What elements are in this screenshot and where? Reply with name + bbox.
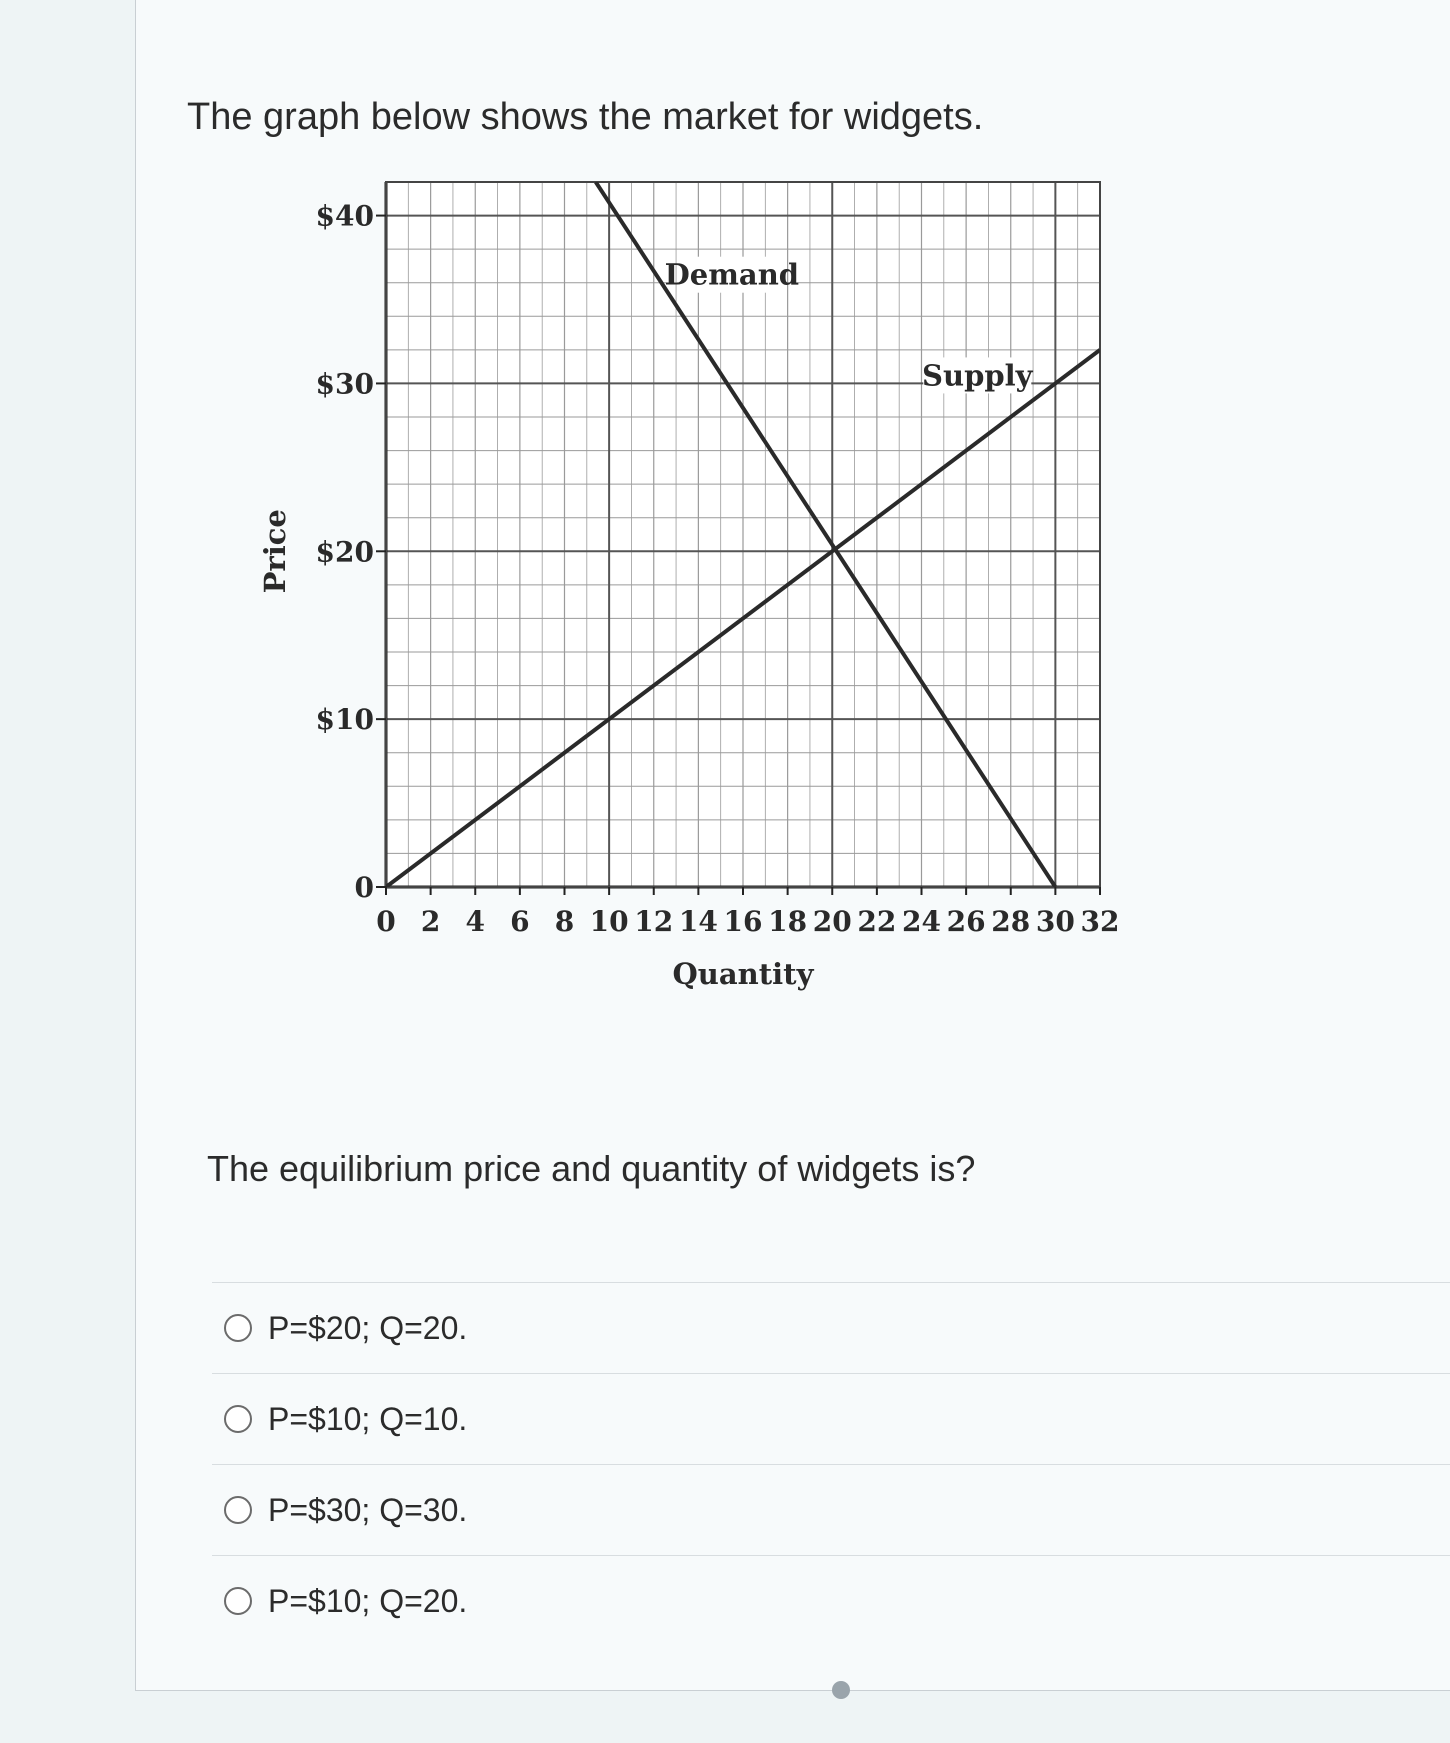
y-axis-label: Price bbox=[258, 509, 292, 594]
x-tick-label: 12 bbox=[634, 905, 674, 938]
x-tick-label: 30 bbox=[1035, 905, 1075, 938]
answer-choices bbox=[212, 1282, 1450, 1646]
x-tick-label: 16 bbox=[723, 905, 763, 938]
y-tick-label: $40 bbox=[315, 199, 374, 233]
x-tick-label: 0 bbox=[376, 905, 396, 938]
radio-button[interactable] bbox=[224, 1496, 252, 1524]
y-tick-label: 0 bbox=[354, 871, 374, 904]
choice-label: P=$10; Q=10. bbox=[268, 1400, 468, 1437]
y-tick-label: $10 bbox=[315, 703, 374, 737]
x-tick-label: 6 bbox=[510, 905, 530, 938]
choice-label: P=$20; Q=20. bbox=[268, 1309, 468, 1346]
radio-button[interactable] bbox=[224, 1314, 252, 1342]
x-tick-label: 26 bbox=[946, 905, 986, 938]
choice-3[interactable] bbox=[212, 1464, 1450, 1555]
x-tick-label: 28 bbox=[991, 905, 1031, 938]
choice-2[interactable] bbox=[212, 1373, 1450, 1464]
choice-1[interactable] bbox=[212, 1282, 1450, 1373]
prompt-text: The equilibrium price and quantity of widgets is? bbox=[207, 1148, 976, 1189]
y-tick-label: $20 bbox=[315, 535, 374, 569]
x-tick-label: 18 bbox=[768, 905, 808, 938]
x-tick-label: 2 bbox=[420, 905, 441, 938]
x-tick-label: 24 bbox=[902, 905, 941, 938]
x-tick-label: 4 bbox=[465, 905, 485, 938]
y-tick-label: $30 bbox=[315, 367, 374, 401]
choice-label: P=$30; Q=30. bbox=[268, 1491, 468, 1528]
radio-button[interactable] bbox=[224, 1587, 252, 1615]
market-chart bbox=[240, 180, 1260, 1100]
x-tick-label: 32 bbox=[1080, 905, 1120, 938]
x-tick-label: 22 bbox=[857, 905, 897, 938]
x-tick-label: 20 bbox=[812, 905, 852, 938]
radio-button[interactable] bbox=[224, 1405, 252, 1433]
question-text: The graph below shows the market for widgets. bbox=[187, 96, 984, 138]
series-label-demand: Demand bbox=[664, 257, 800, 292]
x-tick-label: 14 bbox=[678, 905, 718, 938]
choice-4[interactable] bbox=[212, 1555, 1450, 1646]
series-label-supply: Supply bbox=[922, 358, 1033, 393]
status-dot bbox=[832, 1681, 850, 1699]
choice-label: P=$10; Q=20. bbox=[268, 1582, 468, 1619]
chart-svg bbox=[240, 180, 1260, 1100]
x-tick-label: 10 bbox=[589, 905, 629, 938]
x-tick-label: 8 bbox=[554, 905, 575, 938]
x-axis-label: Quantity bbox=[672, 957, 814, 991]
